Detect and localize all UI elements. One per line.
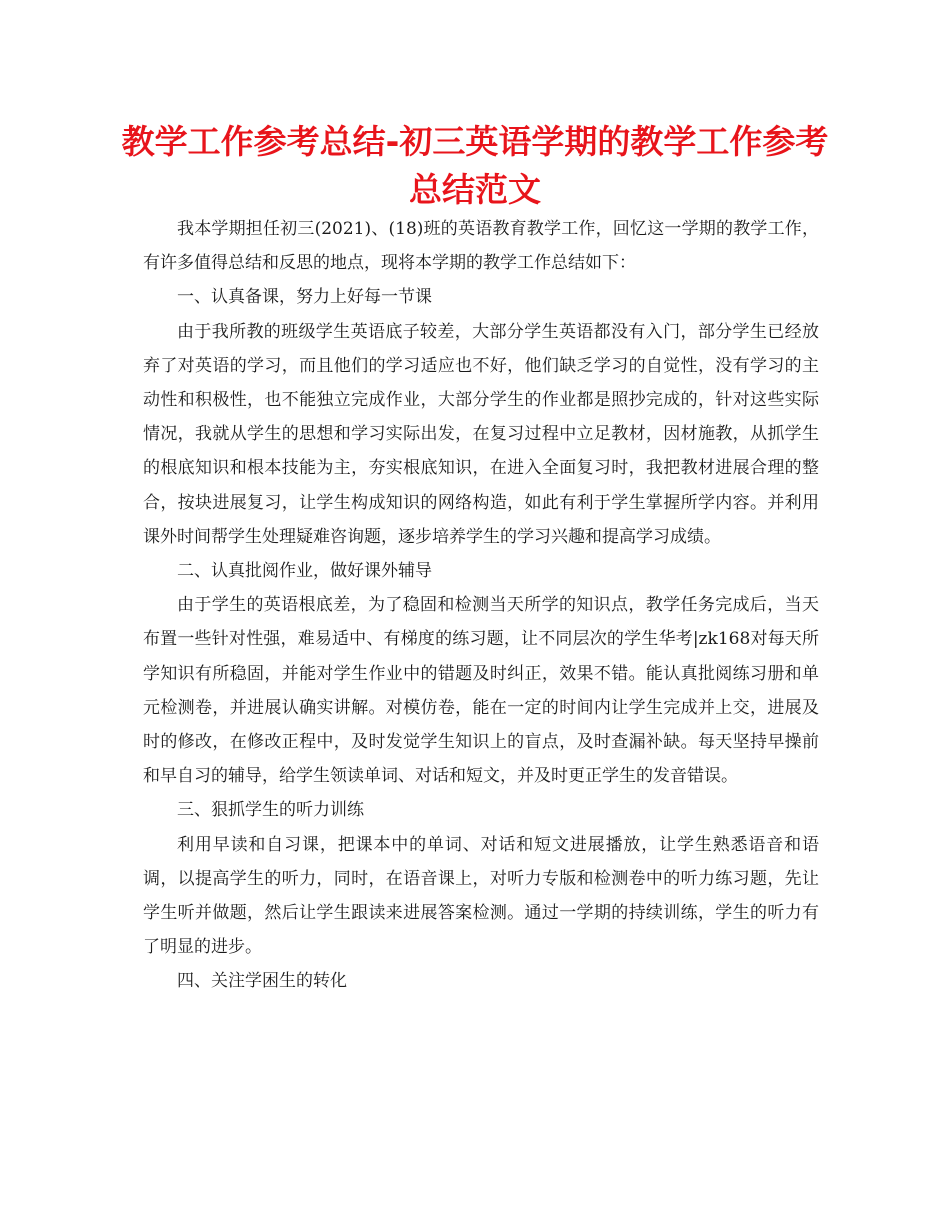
section-heading-2: 二、认真批阅作业，做好课外辅导 <box>177 561 432 582</box>
intro-paragraph: 我本学期担任初三(2021)、(18)班的英语教育教学工作，回忆这一学期的教学工作，有许多值得总结和反思的地点，现将本学期的教学工作总结如下： <box>143 219 819 274</box>
section-paragraph-1: 由于我所教的班级学生英语底子较差，大部分学生英语都没有入门，部分学生已经放弃了对英语的学习，而且他们的学习适应也不好，他们缺乏学习的自觉性，没有学习的主动性和积极性，也不能独立完成作业，大部分学生的作业都是照抄完成的，针对这些实际情况，我就从学生的思想和学习实际出发，在复习过程中立足教材，因材施教，从抓学生的根底知识和根本技能为主，夯实根底知识，在进入全面复习时，我把教材进展合理的整合，按块进展复习，让学生构成知识的网络构造，如此有利于学生掌握所学内容。并利用课外时间帮学生处理疑难咨询题，逐步培养学生的学习兴趣和提高学习成绩。 <box>143 321 819 547</box>
section-heading-4: 四、关注学困生的转化 <box>177 971 347 992</box>
document-body <box>143 212 819 999</box>
document-title: 教学工作参考总结-初三英语学期的教学工作参考总结范文 <box>121 122 829 209</box>
section-heading-1: 一、认真备课，努力上好每一节课 <box>177 287 432 308</box>
section-paragraph-2: 由于学生的英语根底差，为了稳固和检测当天所学的知识点，教学任务完成后，当天布置一些针对性强，难易适中、有梯度的练习题，让不同层次的学生华考|zk168对每天所学知识有所稳固，并能对学生作业中的错题及时纠正，效果不错。能认真批阅练习册和单元检测卷，并进展认确实讲解。对模仿卷，能在一定的时间内让学生完成并上交，进展及时的修改，在修改正程中，及时发觉学生知识上的盲点，及时查漏补缺。每天坚持早操前和早自习的辅导，给学生领读单词、对话和短文，并及时更正学生的发音错误。 <box>143 595 819 787</box>
section-heading-3: 三、狠抓学生的听力训练 <box>177 800 364 821</box>
section-paragraph-3: 利用早读和自习课，把课本中的单词、对话和短文进展播放，让学生熟悉语音和语调，以提高学生的听力，同时，在语音课上，对听力专版和检测卷中的听力练习题，先让学生听并做题，然后让学生跟读来进展答案检测。通过一学期的持续训练，学生的听力有了明显的进步。 <box>143 834 819 958</box>
